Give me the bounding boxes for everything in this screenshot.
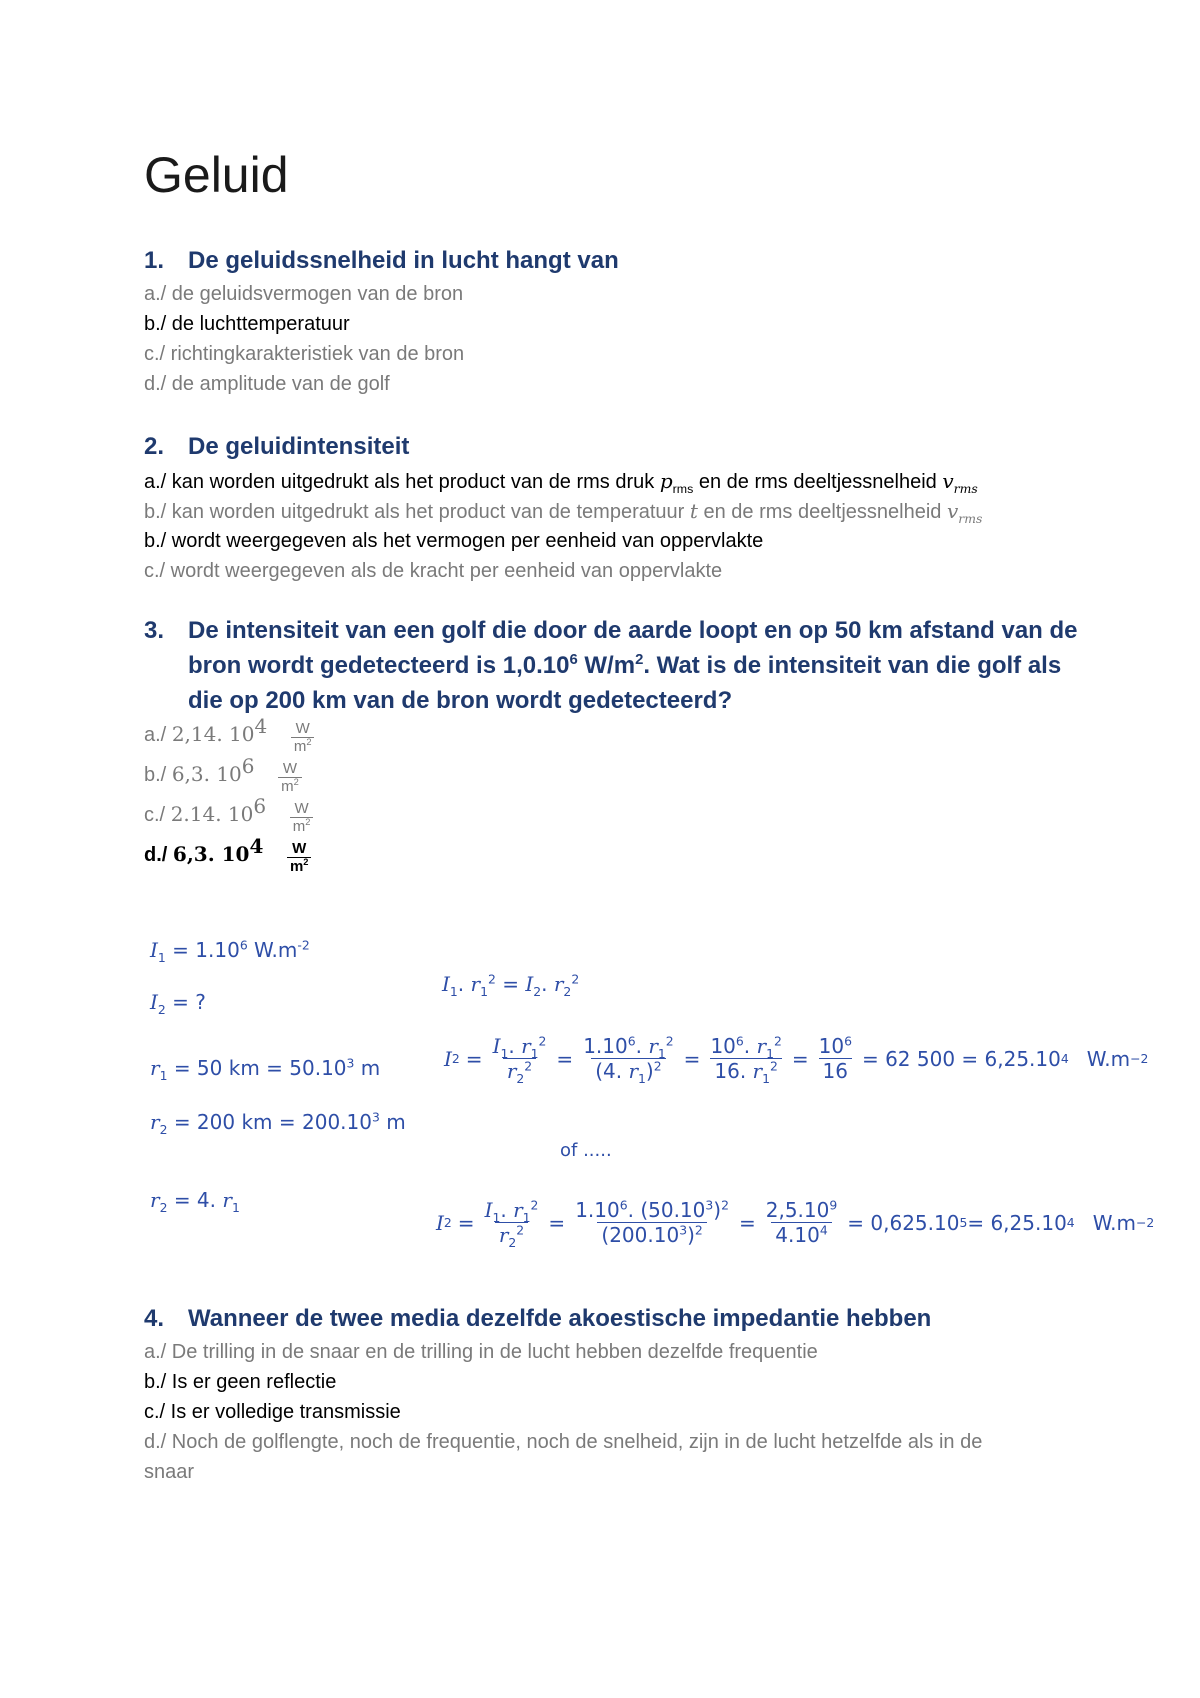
page-title: Geluid xyxy=(144,147,289,203)
question-text: De geluidintensiteit xyxy=(188,433,410,460)
solution-formula-2: I 2 = $\frac{I_1. r_1^2}{r_2^2}$ = $\frac{1.10^6. (50.10^3)^2}{(200.10^3)^2}$ = $\frac{2,5.10^9}{4.10^4}$ = 0,625.10 5 = 6,25.10 4 W.m −2 xyxy=(436,1197,1155,1250)
question-3-line-3: die op 200 km van de bron wordt gedetecteerd? xyxy=(188,687,733,714)
q1-option-d: d./ de amplitude van de golf xyxy=(144,373,390,395)
solution-I1: $I_1 = 1.10^6$ $W.m^{-2}$ xyxy=(150,937,310,965)
solution-r2: $r_2 = 200$ km = $200.10^3$ m xyxy=(150,1109,406,1137)
solution-r1: $r_1 = 50$ km = $50.10^3$ m xyxy=(150,1055,381,1083)
q1-option-a: a./ de geluidsvermogen van de bron xyxy=(144,283,464,305)
q4-option-a: a./ De trilling in de snaar en de trilling in de lucht hebben dezelfde frequentie xyxy=(144,1341,818,1363)
q1-option-c: c./ richtingkarakteristiek van de bron xyxy=(144,343,465,365)
unit-fraction: $\frac{W}{m^2}$ xyxy=(287,840,312,875)
solution-r2-relation: $r_2 = 4$. $r_1$ xyxy=(150,1188,240,1215)
unit-fraction: $\frac{W}{m^2}$ xyxy=(278,760,302,795)
q4-option-c: c./ Is er volledige transmissie xyxy=(144,1401,401,1423)
question-number: 1. xyxy=(144,247,165,274)
q4-option-b: b./ Is er geen reflectie xyxy=(144,1371,337,1393)
question-1-heading xyxy=(144,244,619,278)
question-3-line-2: bron wordt gedetecteerd is 1,0.10$^6$ $W/m^2$. Wat is de intensiteit van die golf als xyxy=(188,652,1062,679)
solution-I2: $I_2$ = ? xyxy=(150,990,206,1017)
q2-option-b: b./ kan worden uitgedrukt als het product van de temperatuur t en de rms deeltjessnelheid $v_{rms}$ xyxy=(144,499,983,526)
q2-option-c: c./ wordt weergegeven als de kracht per eenheid van oppervlakte xyxy=(144,560,723,582)
q4-option-d: d./ Noch de golflengte, noch de frequentie, noch de snelheid, zijn in de lucht hetzelfde als in de xyxy=(144,1431,983,1453)
solution-or-label: of ..... xyxy=(560,1140,612,1161)
q3-option-d: d./ 6,3. $10^4$ $\frac{W}{m^2}$ xyxy=(144,838,311,873)
question-number: 2. xyxy=(144,433,165,460)
q4-option-d-continued: snaar xyxy=(144,1461,195,1483)
q3-option-a: a./ 2,14. $10^4$ $\frac{W}{m^2}$ xyxy=(144,718,314,753)
question-text: Wanneer de twee media dezelfde akoestische impedantie hebben xyxy=(188,1305,932,1332)
q3-option-b: b./ 6,3. $10^6$ $\frac{W}{m^2}$ xyxy=(144,758,302,793)
question-2-heading xyxy=(144,430,409,464)
unit-fraction: $\frac{W}{m^2}$ xyxy=(290,800,314,835)
solution-formula-1: I 2 = $\frac{I_1. r_1^2}{r_2^2}$ = $\frac{1.10^6. r_1^2}{(4. r_1)^2}$ = $\frac{10^6. r_1^2}{16. r_1^2}$ = $\frac{10^6}{16}$ = 62 500 = 6,25.10 4 W.m −2 xyxy=(444,1033,1149,1086)
q2-option-b-second: b./ wordt weergegeven als het vermogen per eenheid van oppervlakte xyxy=(144,530,764,552)
question-3-heading: 3. De intensiteit van een golf die door de aarde loopt en op 50 km afstand van de xyxy=(144,614,1078,648)
q3-option-c: c./ 2.14. $10^6$ $\frac{W}{m^2}$ xyxy=(144,798,313,833)
solution-equality: $I_1$. $r_1^2 = I_2$. $r_2^2$ xyxy=(442,971,580,999)
question-4-heading xyxy=(144,1302,931,1336)
q2-option-a: a./ kan worden uitgedrukt als het product van de rms druk $p_{rms}$ en de rms deeltjessnelheid $v_{rms}$ xyxy=(144,469,978,496)
question-text: De geluidssnelheid in lucht hangt van xyxy=(188,247,619,274)
unit-fraction: $\frac{W}{m^2}$ xyxy=(291,720,315,755)
q1-option-b: b./ de luchttemperatuur xyxy=(144,313,350,335)
question-number: 3. xyxy=(144,617,165,644)
question-number: 4. xyxy=(144,1305,165,1332)
